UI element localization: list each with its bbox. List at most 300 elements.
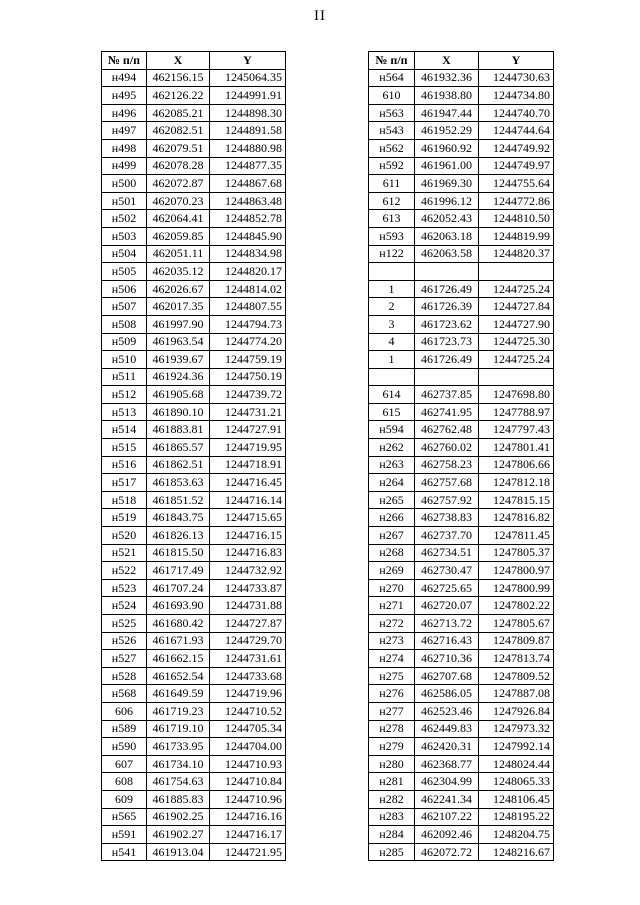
x-coordinate-cell: 462052.43: [415, 210, 479, 228]
x-coordinate-cell: [415, 368, 479, 386]
x-coordinate-cell: 462085.21: [147, 104, 210, 122]
table-row: [102, 122, 286, 140]
point-number-cell: 611: [369, 175, 415, 193]
point-number-cell: н496: [102, 104, 147, 122]
point-number-cell: н505: [102, 263, 147, 281]
point-number-cell: н516: [102, 456, 147, 474]
point-number-cell: [369, 263, 415, 281]
x-coordinate-cell: 462017.35: [147, 298, 210, 316]
y-coordinate-cell: 1248065.33: [479, 773, 554, 791]
table-row: [102, 192, 286, 210]
x-coordinate-cell: 462757.92: [415, 491, 479, 509]
x-coordinate-cell: 461939.67: [147, 351, 210, 369]
x-coordinate-cell: 462051.11: [147, 245, 210, 263]
point-number-cell: 2: [369, 298, 415, 316]
x-coordinate-cell: 462079.51: [147, 139, 210, 157]
point-number-cell: н520: [102, 527, 147, 545]
table-row: [369, 403, 554, 421]
point-number-cell: 614: [369, 386, 415, 404]
table-row: [102, 298, 286, 316]
x-coordinate-cell: 462078.28: [147, 157, 210, 175]
y-coordinate-cell: 1244715.65: [210, 509, 286, 527]
header-y: Y: [210, 52, 286, 70]
x-coordinate-cell: 462063.58: [415, 245, 479, 263]
table-row: [369, 245, 554, 263]
x-coordinate-cell: 462523.46: [415, 702, 479, 720]
y-coordinate-cell: 1247698.80: [479, 386, 554, 404]
x-coordinate-cell: 462072.87: [147, 175, 210, 193]
point-number-cell: 606: [102, 702, 147, 720]
point-number-cell: 615: [369, 403, 415, 421]
x-coordinate-cell: 462730.47: [415, 562, 479, 580]
y-coordinate-cell: 1247815.15: [479, 491, 554, 509]
point-number-cell: н499: [102, 157, 147, 175]
table-row: [102, 685, 286, 703]
y-coordinate-cell: 1244820.17: [210, 263, 286, 281]
point-number-cell: н562: [369, 139, 415, 157]
x-coordinate-cell: 461865.57: [147, 439, 210, 457]
y-coordinate-cell: 1244991.91: [210, 87, 286, 105]
y-coordinate-cell: 1244744.64: [479, 122, 554, 140]
table-row: [369, 685, 554, 703]
point-number-cell: н523: [102, 579, 147, 597]
y-coordinate-cell: 1244727.84: [479, 298, 554, 316]
table-row: [102, 227, 286, 245]
table-row: [369, 421, 554, 439]
x-coordinate-cell: 461726.49: [415, 351, 479, 369]
y-coordinate-cell: 1248216.67: [479, 843, 554, 861]
table-row: [369, 544, 554, 562]
y-coordinate-cell: 1247801.41: [479, 439, 554, 457]
x-coordinate-cell: 461902.27: [147, 826, 210, 844]
point-number-cell: 612: [369, 192, 415, 210]
point-number-cell: н528: [102, 667, 147, 685]
y-coordinate-cell: 1244705.34: [210, 720, 286, 738]
x-coordinate-cell: 461680.42: [147, 615, 210, 633]
y-coordinate-cell: 1244772.86: [479, 192, 554, 210]
x-coordinate-cell: 461913.04: [147, 843, 210, 861]
table-row: [102, 315, 286, 333]
point-number-cell: н283: [369, 808, 415, 826]
x-coordinate-cell: 461717.49: [147, 562, 210, 580]
table-row: [369, 509, 554, 527]
table-row: [102, 597, 286, 615]
y-coordinate-cell: 1247802.22: [479, 597, 554, 615]
point-number-cell: 3: [369, 315, 415, 333]
x-coordinate-cell: 461734.10: [147, 755, 210, 773]
y-coordinate-cell: 1244755.64: [479, 175, 554, 193]
x-coordinate-cell: 462720.07: [415, 597, 479, 615]
table-row: [369, 843, 554, 861]
table-row: [102, 175, 286, 193]
x-coordinate-cell: 462059.85: [147, 227, 210, 245]
table-row: [369, 808, 554, 826]
x-coordinate-cell: 461885.83: [147, 790, 210, 808]
y-coordinate-cell: 1248106.45: [479, 790, 554, 808]
point-number-cell: н278: [369, 720, 415, 738]
x-coordinate-cell: 461952.29: [415, 122, 479, 140]
x-coordinate-cell: 461963.54: [147, 333, 210, 351]
y-coordinate-cell: 1244774.20: [210, 333, 286, 351]
table-row: [369, 632, 554, 650]
table-row: [369, 790, 554, 808]
table-row: [369, 333, 554, 351]
x-coordinate-cell: 462092.46: [415, 826, 479, 844]
point-number-cell: н526: [102, 632, 147, 650]
point-number-cell: н543: [369, 122, 415, 140]
table-row: [102, 157, 286, 175]
x-coordinate-cell: 462734.51: [415, 544, 479, 562]
table-row: [369, 579, 554, 597]
y-coordinate-cell: 1247926.84: [479, 702, 554, 720]
table-row: [102, 210, 286, 228]
table-row: [102, 491, 286, 509]
y-coordinate-cell: 1244704.00: [210, 738, 286, 756]
x-coordinate-cell: 462737.85: [415, 386, 479, 404]
y-coordinate-cell: 1244810.50: [479, 210, 554, 228]
y-coordinate-cell: 1244733.68: [210, 667, 286, 685]
point-number-cell: н510: [102, 351, 147, 369]
point-number-cell: н565: [102, 808, 147, 826]
x-coordinate-cell: 461960.92: [415, 139, 479, 157]
coordinates-table-left: [101, 51, 286, 861]
x-coordinate-cell: 461947.44: [415, 104, 479, 122]
table-row: [369, 210, 554, 228]
table-row: [102, 790, 286, 808]
point-number-cell: н497: [102, 122, 147, 140]
y-coordinate-cell: 1244732.92: [210, 562, 286, 580]
x-coordinate-cell: 462716.43: [415, 632, 479, 650]
point-number-cell: н282: [369, 790, 415, 808]
y-coordinate-cell: 1244814.02: [210, 280, 286, 298]
point-number-cell: н593: [369, 227, 415, 245]
x-coordinate-cell: 461707.24: [147, 579, 210, 597]
y-coordinate-cell: 1244759.19: [210, 351, 286, 369]
table-row: [369, 386, 554, 404]
table-row: [369, 175, 554, 193]
table-row: [369, 650, 554, 668]
table-row: [102, 808, 286, 826]
point-number-cell: 4: [369, 333, 415, 351]
table-row: [369, 192, 554, 210]
y-coordinate-cell: 1244727.87: [210, 615, 286, 633]
x-coordinate-cell: 461969.30: [415, 175, 479, 193]
table-row: [369, 439, 554, 457]
y-coordinate-cell: 1244867.68: [210, 175, 286, 193]
y-coordinate-cell: 1244740.70: [479, 104, 554, 122]
point-number-cell: [369, 368, 415, 386]
point-number-cell: н568: [102, 685, 147, 703]
y-coordinate-cell: 1244734.80: [479, 87, 554, 105]
x-coordinate-cell: 462304.99: [415, 773, 479, 791]
point-number-cell: н263: [369, 456, 415, 474]
x-coordinate-cell: 461719.23: [147, 702, 210, 720]
table-row: [102, 421, 286, 439]
point-number-cell: н592: [369, 157, 415, 175]
point-number-cell: н508: [102, 315, 147, 333]
y-coordinate-cell: 1244749.97: [479, 157, 554, 175]
point-number-cell: н266: [369, 509, 415, 527]
x-coordinate-cell: 462082.51: [147, 122, 210, 140]
x-coordinate-cell: 461671.93: [147, 632, 210, 650]
x-coordinate-cell: 462107.22: [415, 808, 479, 826]
point-number-cell: н506: [102, 280, 147, 298]
table-row: [102, 632, 286, 650]
table-row: [369, 227, 554, 245]
table-row: [102, 474, 286, 492]
point-number-cell: н269: [369, 562, 415, 580]
table-row: [102, 139, 286, 157]
table-row: [102, 351, 286, 369]
point-number-cell: н527: [102, 650, 147, 668]
y-coordinate-cell: 1244719.96: [210, 685, 286, 703]
table-row: [102, 720, 286, 738]
table-row: [369, 122, 554, 140]
x-coordinate-cell: 461924.36: [147, 368, 210, 386]
y-coordinate-cell: 1247809.87: [479, 632, 554, 650]
x-coordinate-cell: 461961.00: [415, 157, 479, 175]
point-number-cell: н498: [102, 139, 147, 157]
y-coordinate-cell: 1244719.95: [210, 439, 286, 457]
y-coordinate-cell: 1245064.35: [210, 69, 286, 87]
table-row: [102, 263, 286, 281]
x-coordinate-cell: 461723.73: [415, 333, 479, 351]
y-coordinate-cell: 1244880.98: [210, 139, 286, 157]
table-row: [369, 615, 554, 633]
x-coordinate-cell: 462420.31: [415, 738, 479, 756]
table-row: [102, 280, 286, 298]
table-row: [102, 87, 286, 105]
table-row: [369, 157, 554, 175]
table-row: [102, 245, 286, 263]
y-coordinate-cell: 1244725.30: [479, 333, 554, 351]
y-coordinate-cell: 1244750.19: [210, 368, 286, 386]
y-coordinate-cell: 1244794.73: [210, 315, 286, 333]
y-coordinate-cell: 1244891.58: [210, 122, 286, 140]
table-row: [369, 298, 554, 316]
point-number-cell: н524: [102, 597, 147, 615]
y-coordinate-cell: 1247887.08: [479, 685, 554, 703]
x-coordinate-cell: 461862.51: [147, 456, 210, 474]
point-number-cell: н265: [369, 491, 415, 509]
x-coordinate-cell: [415, 263, 479, 281]
table-row: [369, 597, 554, 615]
y-coordinate-cell: 1244716.14: [210, 491, 286, 509]
point-number-cell: н522: [102, 562, 147, 580]
x-coordinate-cell: 461719.10: [147, 720, 210, 738]
point-number-cell: н285: [369, 843, 415, 861]
y-coordinate-cell: 1244710.52: [210, 702, 286, 720]
y-coordinate-cell: 1244721.95: [210, 843, 286, 861]
x-coordinate-cell: 462713.72: [415, 615, 479, 633]
table-row: [102, 579, 286, 597]
table-row: [102, 702, 286, 720]
point-number-cell: н590: [102, 738, 147, 756]
point-number-cell: 610: [369, 87, 415, 105]
x-coordinate-cell: 461905.68: [147, 386, 210, 404]
point-number-cell: н272: [369, 615, 415, 633]
table-row: [102, 562, 286, 580]
y-coordinate-cell: 1244716.83: [210, 544, 286, 562]
x-coordinate-cell: 461996.12: [415, 192, 479, 210]
y-coordinate-cell: 1247813.74: [479, 650, 554, 668]
point-number-cell: н563: [369, 104, 415, 122]
table-row: [369, 738, 554, 756]
point-number-cell: н594: [369, 421, 415, 439]
point-number-cell: н277: [369, 702, 415, 720]
point-number-cell: н500: [102, 175, 147, 193]
point-number-cell: 609: [102, 790, 147, 808]
table-row: [102, 104, 286, 122]
table-row: [102, 439, 286, 457]
table-row: [102, 773, 286, 791]
x-coordinate-cell: 461726.49: [415, 280, 479, 298]
x-coordinate-cell: 462126.22: [147, 87, 210, 105]
table-row: [102, 527, 286, 545]
table-row: [102, 386, 286, 404]
header-point-number: № п/п: [102, 52, 147, 70]
point-number-cell: н284: [369, 826, 415, 844]
point-number-cell: 1: [369, 280, 415, 298]
coordinates-table-right: [368, 51, 554, 861]
table-row: [369, 773, 554, 791]
x-coordinate-cell: 461883.81: [147, 421, 210, 439]
y-coordinate-cell: 1244852.78: [210, 210, 286, 228]
y-coordinate-cell: 1247811.45: [479, 527, 554, 545]
y-coordinate-cell: 1244819.99: [479, 227, 554, 245]
point-number-cell: н589: [102, 720, 147, 738]
x-coordinate-cell: 462586.05: [415, 685, 479, 703]
y-coordinate-cell: 1248195.22: [479, 808, 554, 826]
y-coordinate-cell: 1244731.61: [210, 650, 286, 668]
point-number-cell: н517: [102, 474, 147, 492]
y-coordinate-cell: 1247809.52: [479, 667, 554, 685]
y-coordinate-cell: 1244729.70: [210, 632, 286, 650]
y-coordinate-cell: 1247797.43: [479, 421, 554, 439]
y-coordinate-cell: 1244710.93: [210, 755, 286, 773]
x-coordinate-cell: 462449.83: [415, 720, 479, 738]
point-number-cell: н280: [369, 755, 415, 773]
table-row: [102, 650, 286, 668]
page-number: II: [314, 8, 326, 24]
x-coordinate-cell: 462026.67: [147, 280, 210, 298]
table-row: [369, 527, 554, 545]
x-coordinate-cell: 461726.39: [415, 298, 479, 316]
x-coordinate-cell: 462757.68: [415, 474, 479, 492]
point-number-cell: н518: [102, 491, 147, 509]
point-number-cell: н591: [102, 826, 147, 844]
table-row: [369, 104, 554, 122]
y-coordinate-cell: 1248204.75: [479, 826, 554, 844]
x-coordinate-cell: 462368.77: [415, 755, 479, 773]
y-coordinate-cell: 1244718.91: [210, 456, 286, 474]
y-coordinate-cell: 1244834.98: [210, 245, 286, 263]
y-coordinate-cell: 1247800.97: [479, 562, 554, 580]
y-coordinate-cell: 1244731.88: [210, 597, 286, 615]
y-coordinate-cell: 1244725.24: [479, 280, 554, 298]
point-number-cell: н521: [102, 544, 147, 562]
x-coordinate-cell: 462064.41: [147, 210, 210, 228]
x-coordinate-cell: 461723.62: [415, 315, 479, 333]
x-coordinate-cell: 462241.34: [415, 790, 479, 808]
x-coordinate-cell: 461851.52: [147, 491, 210, 509]
y-coordinate-cell: 1247805.67: [479, 615, 554, 633]
y-coordinate-cell: 1247788.97: [479, 403, 554, 421]
x-coordinate-cell: 461932.36: [415, 69, 479, 87]
y-coordinate-cell: 1244807.55: [210, 298, 286, 316]
x-coordinate-cell: 462063.18: [415, 227, 479, 245]
point-number-cell: н564: [369, 69, 415, 87]
y-coordinate-cell: 1244710.84: [210, 773, 286, 791]
point-number-cell: н512: [102, 386, 147, 404]
point-number-cell: н271: [369, 597, 415, 615]
table-row: [102, 456, 286, 474]
table-row: [369, 755, 554, 773]
y-coordinate-cell: 1244727.90: [479, 315, 554, 333]
point-number-cell: н541: [102, 843, 147, 861]
point-number-cell: н275: [369, 667, 415, 685]
y-coordinate-cell: 1244716.45: [210, 474, 286, 492]
point-number-cell: н122: [369, 245, 415, 263]
y-coordinate-cell: 1244716.17: [210, 826, 286, 844]
point-number-cell: н511: [102, 368, 147, 386]
y-coordinate-cell: [479, 263, 554, 281]
y-coordinate-cell: 1244898.30: [210, 104, 286, 122]
x-coordinate-cell: 462072.72: [415, 843, 479, 861]
table-row: [369, 491, 554, 509]
x-coordinate-cell: 462737.70: [415, 527, 479, 545]
x-coordinate-cell: 461826.13: [147, 527, 210, 545]
point-number-cell: н519: [102, 509, 147, 527]
point-number-cell: н281: [369, 773, 415, 791]
x-coordinate-cell: 462758.23: [415, 456, 479, 474]
point-number-cell: н268: [369, 544, 415, 562]
y-coordinate-cell: 1244716.16: [210, 808, 286, 826]
x-coordinate-cell: 461662.15: [147, 650, 210, 668]
y-coordinate-cell: 1244739.72: [210, 386, 286, 404]
table-row: [102, 333, 286, 351]
x-coordinate-cell: 461853.63: [147, 474, 210, 492]
x-coordinate-cell: 461843.75: [147, 509, 210, 527]
header-x: X: [147, 52, 210, 70]
point-number-cell: н503: [102, 227, 147, 245]
y-coordinate-cell: 1248024.44: [479, 755, 554, 773]
y-coordinate-cell: 1247973.32: [479, 720, 554, 738]
y-coordinate-cell: 1247806.66: [479, 456, 554, 474]
y-coordinate-cell: 1244731.21: [210, 403, 286, 421]
table-row: [369, 263, 554, 281]
point-number-cell: н513: [102, 403, 147, 421]
table-row: [369, 474, 554, 492]
x-coordinate-cell: 461693.90: [147, 597, 210, 615]
table-row: [369, 562, 554, 580]
x-coordinate-cell: 462741.95: [415, 403, 479, 421]
table-row: [369, 368, 554, 386]
x-coordinate-cell: 462760.02: [415, 439, 479, 457]
point-number-cell: н514: [102, 421, 147, 439]
header-x: X: [415, 52, 479, 70]
y-coordinate-cell: 1247800.99: [479, 579, 554, 597]
table-row: [102, 843, 286, 861]
table-row: [102, 509, 286, 527]
point-number-cell: н270: [369, 579, 415, 597]
point-number-cell: н525: [102, 615, 147, 633]
table-header-row: [369, 52, 554, 70]
header-point-number: № п/п: [369, 52, 415, 70]
point-number-cell: н264: [369, 474, 415, 492]
table-row: [102, 368, 286, 386]
table-row: [102, 667, 286, 685]
